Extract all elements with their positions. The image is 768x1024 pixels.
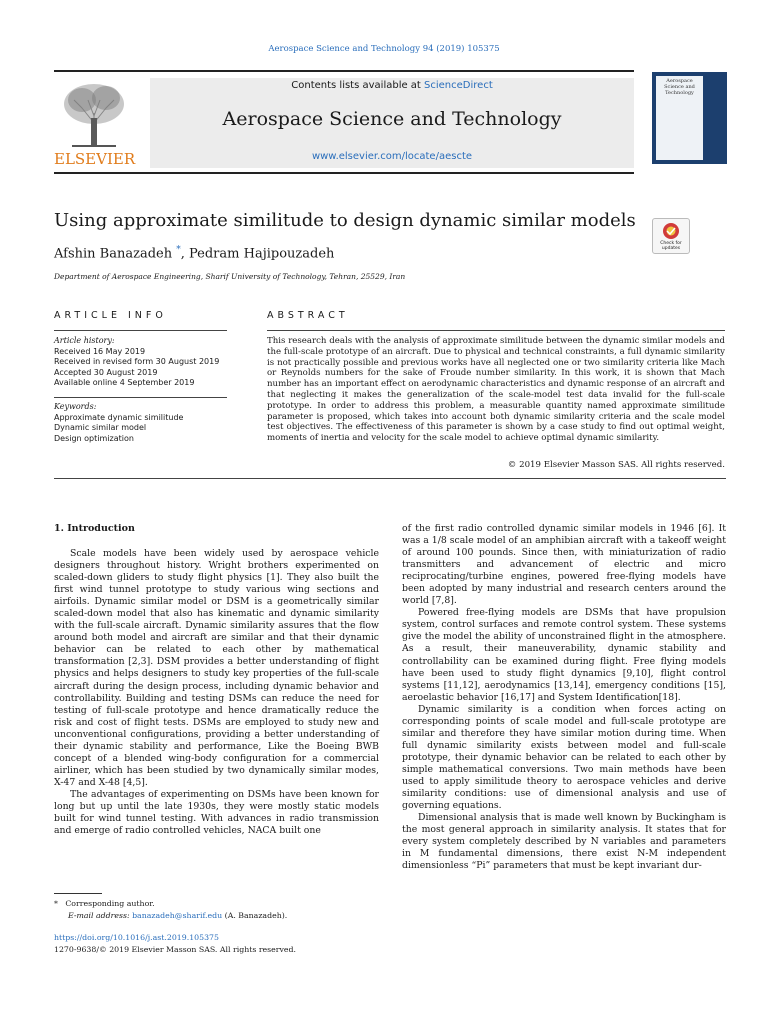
history-item: Received 16 May 2019 bbox=[54, 346, 146, 356]
journal-citation[interactable]: Aerospace Science and Technology 94 (2019) 105375 bbox=[268, 44, 500, 54]
email-suffix: (A. Banazadeh). bbox=[222, 911, 288, 920]
elsevier-wordmark: ELSEVIER bbox=[54, 150, 136, 168]
abstract-heading: ABSTRACT bbox=[267, 310, 349, 321]
author-list bbox=[54, 245, 334, 261]
header-top-rule bbox=[54, 70, 634, 72]
abstract-copyright: © 2019 Elsevier Masson SAS. All rights reserved. bbox=[507, 460, 725, 470]
keywords-list bbox=[54, 402, 227, 444]
author-name[interactable]: Afshin Banazadeh bbox=[54, 246, 173, 262]
left-column bbox=[54, 548, 379, 837]
body-paragraph: Dimensional analysis that is made well known by Buckingham is the most general approach in similarity analysis. It states that for every system completely described by N variables and parameters in M fundamental dimensions, there exist N-M independent dimensionless “Pi” parameters that must be kept invariant dur- bbox=[402, 812, 726, 872]
body-paragraph: of the first radio controlled dynamic similar models in 1946 [6]. It was a 1/8 scale model of an amphibian aircraft with a takeoff weight of around 100 pounds. Since then, with miniaturization of radio transmitters and advancement of electric and micro reciprocating/turbine engines, powered free-flying models have been adopted by many industrial and research centers around the world [7,8]. bbox=[402, 523, 726, 607]
keywords-label: Keywords: bbox=[54, 402, 97, 411]
article-history bbox=[54, 336, 227, 389]
article-info-rule bbox=[54, 330, 227, 331]
author-name[interactable]: , Pedram Hajipouzadeh bbox=[180, 246, 335, 262]
history-item: Received in revised form 30 August 2019 bbox=[54, 357, 220, 366]
abstract-rule bbox=[267, 330, 725, 331]
abstract-end-rule bbox=[54, 478, 726, 479]
journal-title: Aerospace Science and Technology bbox=[222, 108, 562, 130]
right-column bbox=[402, 523, 726, 872]
header-bottom-rule bbox=[54, 172, 634, 174]
contents-line bbox=[150, 80, 634, 91]
doi-link[interactable]: https://doi.org/10.1016/j.ast.2019.105375 bbox=[54, 933, 219, 942]
author-affiliation: Department of Aerospace Engineering, Sharif University of Technology, Tehran, 25529, Iran bbox=[54, 272, 406, 281]
cover-title: Aerospace Science and Technology bbox=[656, 76, 703, 160]
article-info-heading: ARTICLE INFO bbox=[54, 310, 167, 321]
journal-url-link[interactable]: www.elsevier.com/locate/aescte bbox=[311, 151, 473, 162]
keywords-rule bbox=[54, 397, 227, 398]
footnote-author-note: Corresponding author. bbox=[65, 899, 155, 908]
issn-copyright: 1270-9638/© 2019 Elsevier Masson SAS. All rights reserved. bbox=[54, 945, 296, 954]
body-paragraph: Dynamic similarity is a condition when forces acting on corresponding points of scale model and full-scale prototype are similar and therefore they have similar motion during time. When full dynamic similarity exists between model and full-scale prototype, their dynamic behavior can be related to each other by simple mathematical conversions. Two main methods have been used to apply similitude theory to aerospace vehicles and derive similarity conditions: use of dimensional analysis and use of governing equations. bbox=[402, 703, 726, 812]
history-item: Accepted 30 August 2019 bbox=[54, 367, 158, 377]
body-paragraph: Scale models have been widely used by aerospace vehicle designers throughout history. Wright brothers experimented on scaled-down gliders to study flight physics [1]. They also built the first wind tunnel prototype to study various wing sections and airfoils. Dynamic similar model or DSM is a geometrically similar scaled-down model that also has kinematic and dynamic similarity with the full-scale aircraft. Dynamic similarity assures that the flow around both model and aircraft are similar and that their dynamic behavior can be related to each other by mathematical transformation [2,3]. DSM provides a better understanding of flight physics and helps designers to study key properties of the full-scale aircraft during the design process, including dynamic behavior and controllability. Building and testing DSMs can reduce the need for testing of full-scale prototype and hence dramatically reduce the risk and cost of flight tests. DSMs are employed to study new and unconventional configurations, providing a better understanding of their dynamic stability and performance, Like the Boeing BWB concept of a blended wing-body configuration for a commercial airliner, which has been studied by two dynamically similar modes, X-47 and X-48 [4,5]. bbox=[54, 548, 379, 788]
footnote-marker: * bbox=[54, 899, 58, 908]
email-label: E-mail address: bbox=[68, 911, 133, 920]
history-label: Article history: bbox=[54, 336, 115, 345]
sciencedirect-link[interactable]: ScienceDirect bbox=[424, 80, 493, 91]
keyword-item: Approximate dynamic similitude bbox=[54, 412, 184, 422]
journal-cover-image[interactable] bbox=[652, 72, 727, 164]
paper-title: Using approximate similitude to design dynamic similar models bbox=[54, 210, 636, 231]
contents-prefix: Contents lists available at bbox=[291, 80, 425, 91]
footnote-rule bbox=[54, 893, 102, 894]
corresponding-author-marker[interactable]: * bbox=[176, 245, 181, 255]
abstract-text: This research deals with the analysis of approximate similitude between the dynamic similar models and the full-scale prototype of an aircraft. Due to physical and technical constraints, a full dynamic similarity is not practically possible and previous works have all neglected one or two similarity criteria like Mach or Reynolds numbers for the sake of Froude number similarity. In this work, it is shown that Mach number has an important effect on aerodynamic characteristics and dynamic response of an aircraft and that neglecting it makes the generalization of the scale-model test data invalid for the full-scale prototype. In order to address this problem, a measurable quantity named approximate similitude parameter is proposed, which takes into account both dynamic similarity criteria and the scale model test objectives. The effectiveness of this parameter is shown by a case study to find out optimal weight, moments of inertia and velocity for the scale model to achieve optimal dynamic similarity. bbox=[267, 336, 725, 444]
keyword-item: Dynamic similar model bbox=[54, 423, 147, 432]
email-link[interactable]: banazadeh@sharif.edu bbox=[132, 911, 223, 920]
footnote-email-line bbox=[54, 911, 287, 920]
section-heading-introduction: 1. Introduction bbox=[54, 523, 135, 534]
check-for-updates-button[interactable] bbox=[652, 218, 690, 254]
body-paragraph: Powered free-flying models are DSMs that have propulsion system, control surfaces and remote control system. These systems give the model the ability of unconstrained flight in the atmosphere. As a result, their maneuverability, dynamic stability and controllability can be examined during flight. Free flying models have been used to study flight dynamics [9,10], flight control systems [11,12], aerodynamics [13,14], emergency conditions [15], aeroelastic behavior [16,17] and System Identification[18]. bbox=[402, 607, 726, 703]
history-item: Available online 4 September 2019 bbox=[54, 378, 195, 387]
footnote-corresponding-author bbox=[54, 899, 155, 908]
body-paragraph: The advantages of experimenting on DSMs have been known for long but up until the late 1930s, they were mostly static models built for wind tunnel testing. With advances in radio transmission and emerge of radio controlled vehicles, NACA built one bbox=[54, 788, 379, 837]
check-badge-label: Check for updates bbox=[660, 241, 682, 251]
keyword-item: Design optimization bbox=[54, 433, 134, 443]
